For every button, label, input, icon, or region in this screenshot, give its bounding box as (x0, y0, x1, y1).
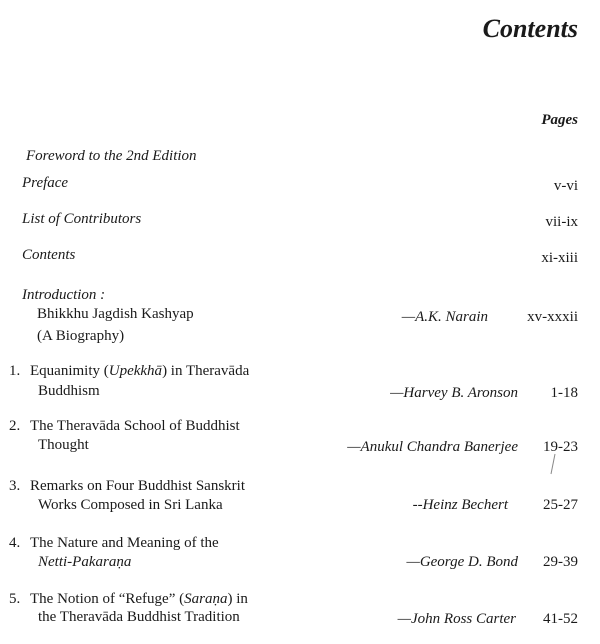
introduction-subtitle: (A Biography) (37, 328, 125, 344)
chapter-pages: 19-23 (543, 439, 578, 455)
chapter-title-line2: Works Composed in Sri Lanka (38, 497, 223, 513)
chapter-pages: 25-27 (543, 497, 578, 513)
chapter-author: —Anukul Chandra Banerjee (347, 439, 518, 455)
chapter-number: 3. (9, 478, 21, 494)
contributors-pages: vii-ix (545, 214, 578, 230)
foreword-label: Foreword to the 2nd Edition (26, 148, 197, 164)
chapter-title-line2: Thought (38, 437, 89, 453)
preface-label: Preface (22, 175, 69, 191)
chapter-author: --Heinz Bechert (412, 497, 508, 513)
introduction-author: —A.K. Narain (401, 309, 488, 325)
chapter-author: —Harvey B. Aronson (390, 385, 518, 401)
chapter-title-line1: The Theravāda School of Buddhist (30, 418, 240, 434)
pencil-mark (548, 452, 558, 476)
introduction-label: Introduction : (22, 287, 106, 303)
chapter-title-line1: Equanimity (Upekkhā) in Theravāda (30, 363, 250, 379)
chapter-number: 5. (9, 591, 21, 607)
contributors-label: List of Contributors (22, 211, 142, 227)
contents-label: Contents (22, 247, 76, 263)
chapter-number: 4. (9, 535, 21, 551)
page-title: Contents (482, 14, 578, 43)
chapter-number: 1. (9, 363, 21, 379)
introduction-pages: xv-xxxii (527, 309, 578, 325)
pages-column-heading: Pages (541, 112, 578, 128)
chapter-author: —John Ross Carter (397, 611, 516, 627)
chapter-title-line1: The Nature and Meaning of the (30, 535, 219, 551)
chapter-pages: 1-18 (550, 385, 578, 401)
introduction-title: Bhikkhu Jagdish Kashyap (37, 306, 194, 322)
chapter-title-line1: The Notion of “Refuge” (Saraṇa) in (30, 591, 248, 607)
chapter-pages: 41-52 (543, 611, 578, 627)
chapter-title-line2: the Theravāda Buddhist Tradition (38, 609, 240, 625)
chapter-author: —George D. Bond (406, 554, 518, 570)
chapter-number: 2. (9, 418, 21, 434)
chapter-pages: 29-39 (543, 554, 578, 570)
chapter-title-line1: Remarks on Four Buddhist Sanskrit (30, 478, 246, 494)
chapter-title-line2: Netti-Pakaraṇa (38, 554, 132, 570)
chapter-title-line2: Buddhism (38, 383, 100, 399)
contents-pages: xi-xiii (541, 250, 578, 266)
preface-pages: v-vi (553, 178, 578, 194)
